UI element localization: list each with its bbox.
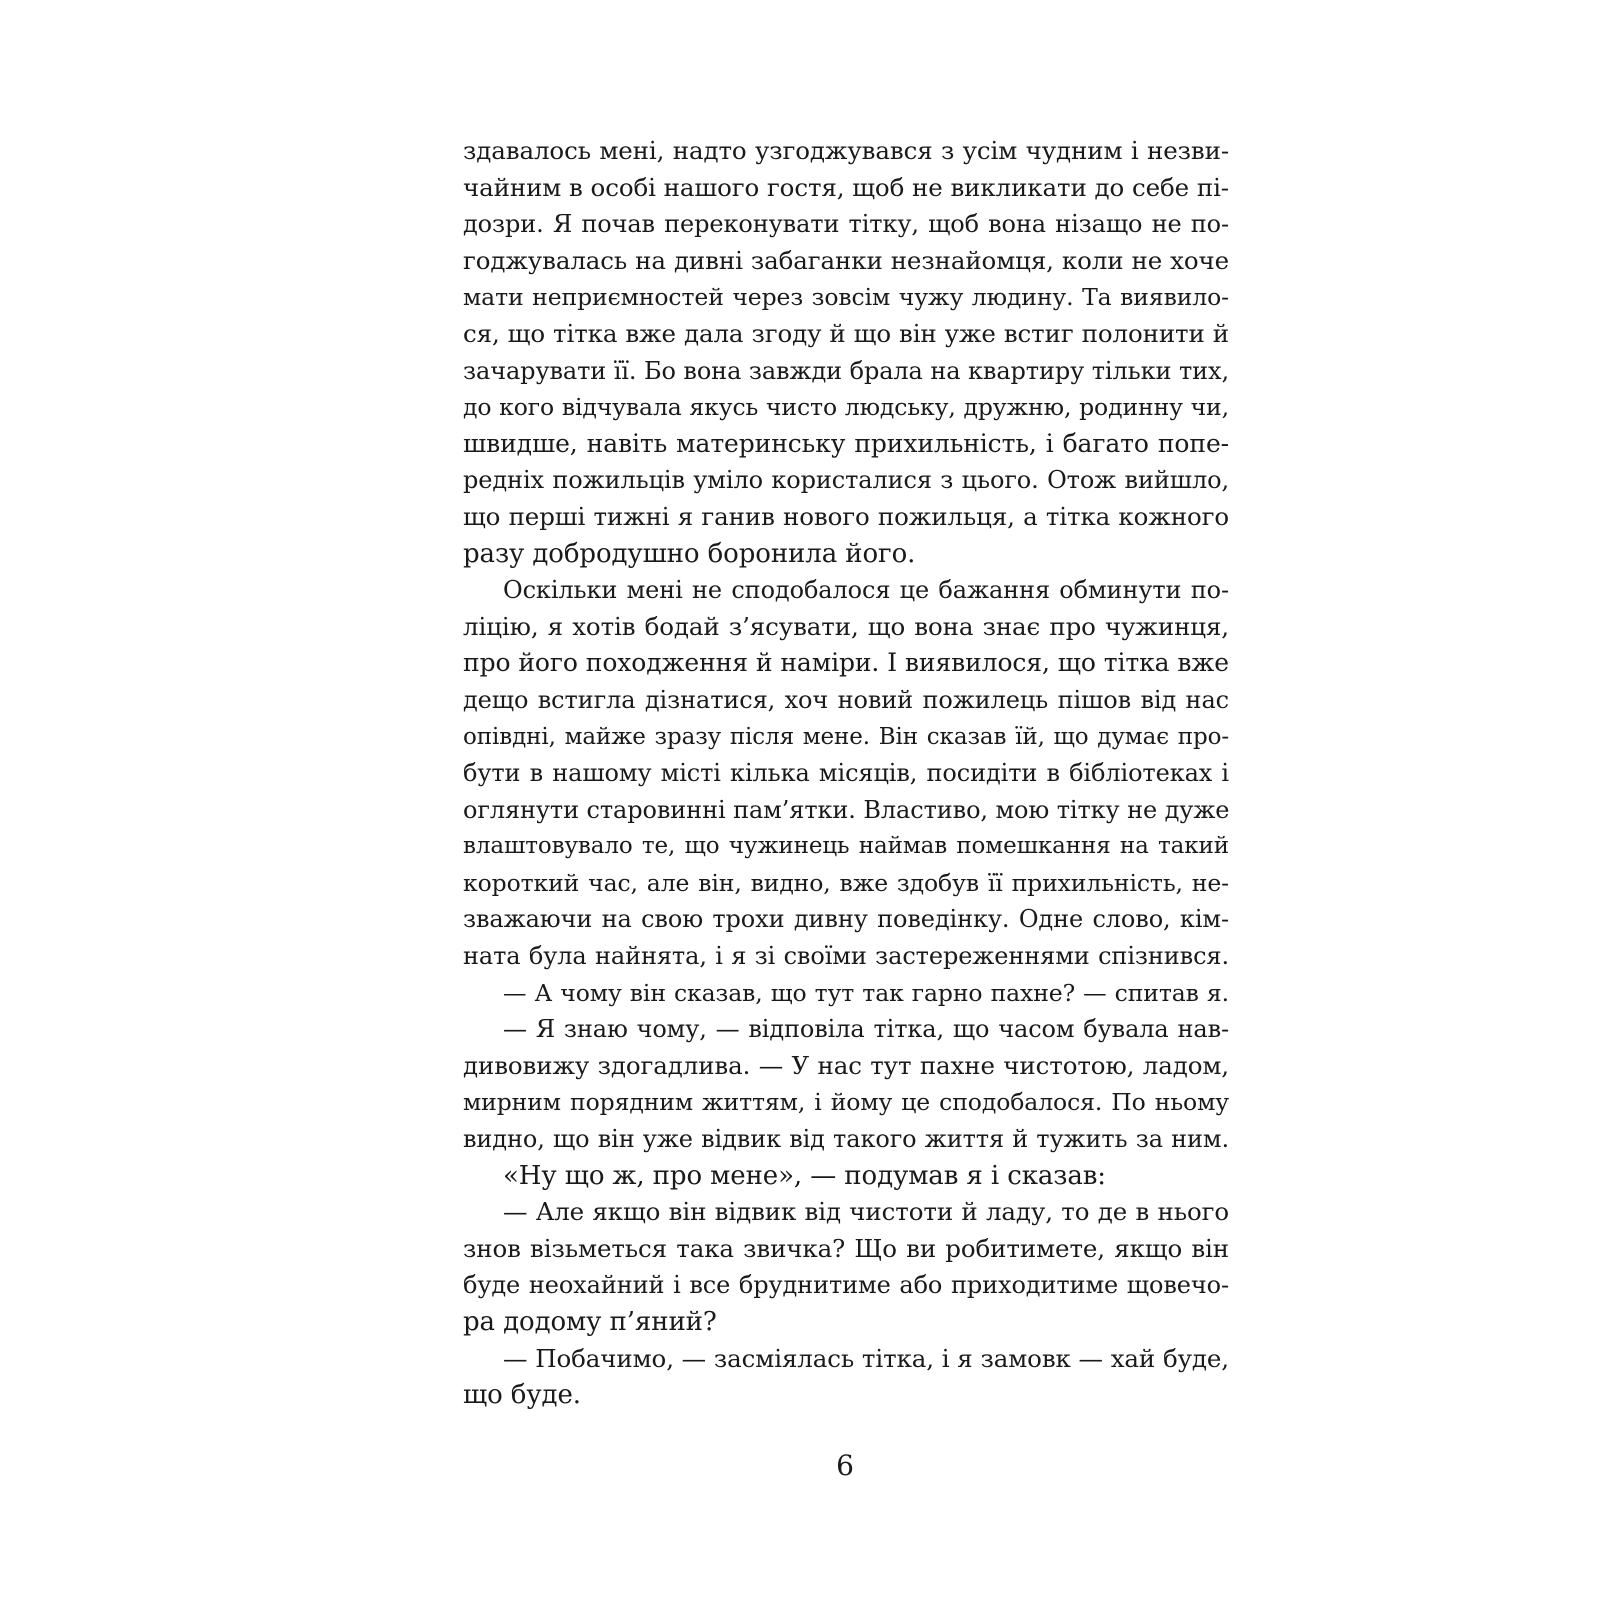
text-line: що буде. [463,1380,581,1411]
text-line: — Я знаю чому, — відповіла тітка, що часом бувала нав- [503,1015,1229,1044]
text-line: чайним в особі нашого гостя, щоб не викликати до себе пі- [463,172,1229,202]
text-line: мирним порядним життям, і йому це сподобалося. По ньому [463,1088,1229,1117]
page-body-text [463,133,1229,1414]
text-line: ната була найнята, і я зі своїми застереженнями спізнився. [463,942,1229,971]
text-line: знов візьметься така звичка? Що ви робитимете, якщо він [463,1233,1229,1263]
text-line: — А чому він сказав, що тут так гарно пахне? — спитав я. [503,978,1229,1007]
text-line: — Але якщо він відвик від чистоти й ладу, то де в нього [503,1197,1229,1227]
text-line: дивовижу здогадлива. — У нас тут пахне чистотою, ладом, [463,1050,1229,1080]
text-line: що перші тижні я ганив нового пожильця, а тітка кожного [463,501,1229,531]
text-line: годжувалась на дивні забаганки незнайомця, коли не хоче [463,245,1229,275]
text-line: швидше, навіть материнську прихильність, і багато попе- [463,428,1229,458]
text-line: редніх пожильців уміло користалися з цього. Отож вийшло, [463,466,1229,495]
text-line: видно, що він уже відвик від такого життя й тужить за ним. [463,1125,1229,1154]
text-line: буде неохайний і все бруднитиме або приходитиме щовечо- [463,1271,1229,1300]
text-line: ся, що тітка вже дала згоду й що він уже встиг полонити й [463,318,1229,348]
text-line: дозри. Я почав переконувати тітку, щоб вона нізащо не по- [463,210,1229,239]
page-number: 6 [836,1449,854,1482]
text-line: мати неприємностей через зовсім чужу людину. Та виявило- [463,283,1229,312]
text-line: «Ну що ж, про мене», — подумав я і сказав: [503,1160,1106,1191]
text-line: Оскільки мені не сподобалося це бажання обминути по- [503,576,1229,605]
text-line: зважаючи на свою трохи дивну поведінку. Одне слово, кім- [463,905,1229,934]
text-line: опівдні, майже зразу після мене. Він сказав їй, що думає про- [463,723,1229,750]
text-line: — Побачимо, — засміялась тітка, і я замовк — хай буде, [503,1343,1229,1373]
text-line: про його походження й наміри. І виявилося, що тітка вже [463,648,1229,678]
text-line: короткий час, але він, видно, вже здобув її прихильність, не- [463,868,1229,897]
text-line: разу добродушно боронила його. [463,538,916,569]
text-line: здавалось мені, надто узгоджувався з усім чудним і незви- [463,136,1229,165]
text-line: до кого відчувала якусь чисто людську, дружню, родинну чи, [463,393,1229,422]
text-line: дещо встигла дізнатися, хоч новий пожилець пішов від нас [463,685,1229,714]
text-line: оглянути старовинні пам’ятки. Властиво, мою тітку не дуже [463,795,1230,824]
text-line: бути в нашому місті кілька місяців, посидіти в бібліотеках і [463,759,1229,788]
text-line: ліцію, я хотів бодай з’ясувати, що вона знає про чужинця, [463,611,1229,641]
text-line: ра додому п’яний? [463,1307,717,1337]
text-line: зачарувати її. Бо вона завжди брала на квартиру тільки тих, [463,356,1229,385]
text-line: влаштовувало те, що чужинець наймав помешкання на такий [463,833,1229,860]
